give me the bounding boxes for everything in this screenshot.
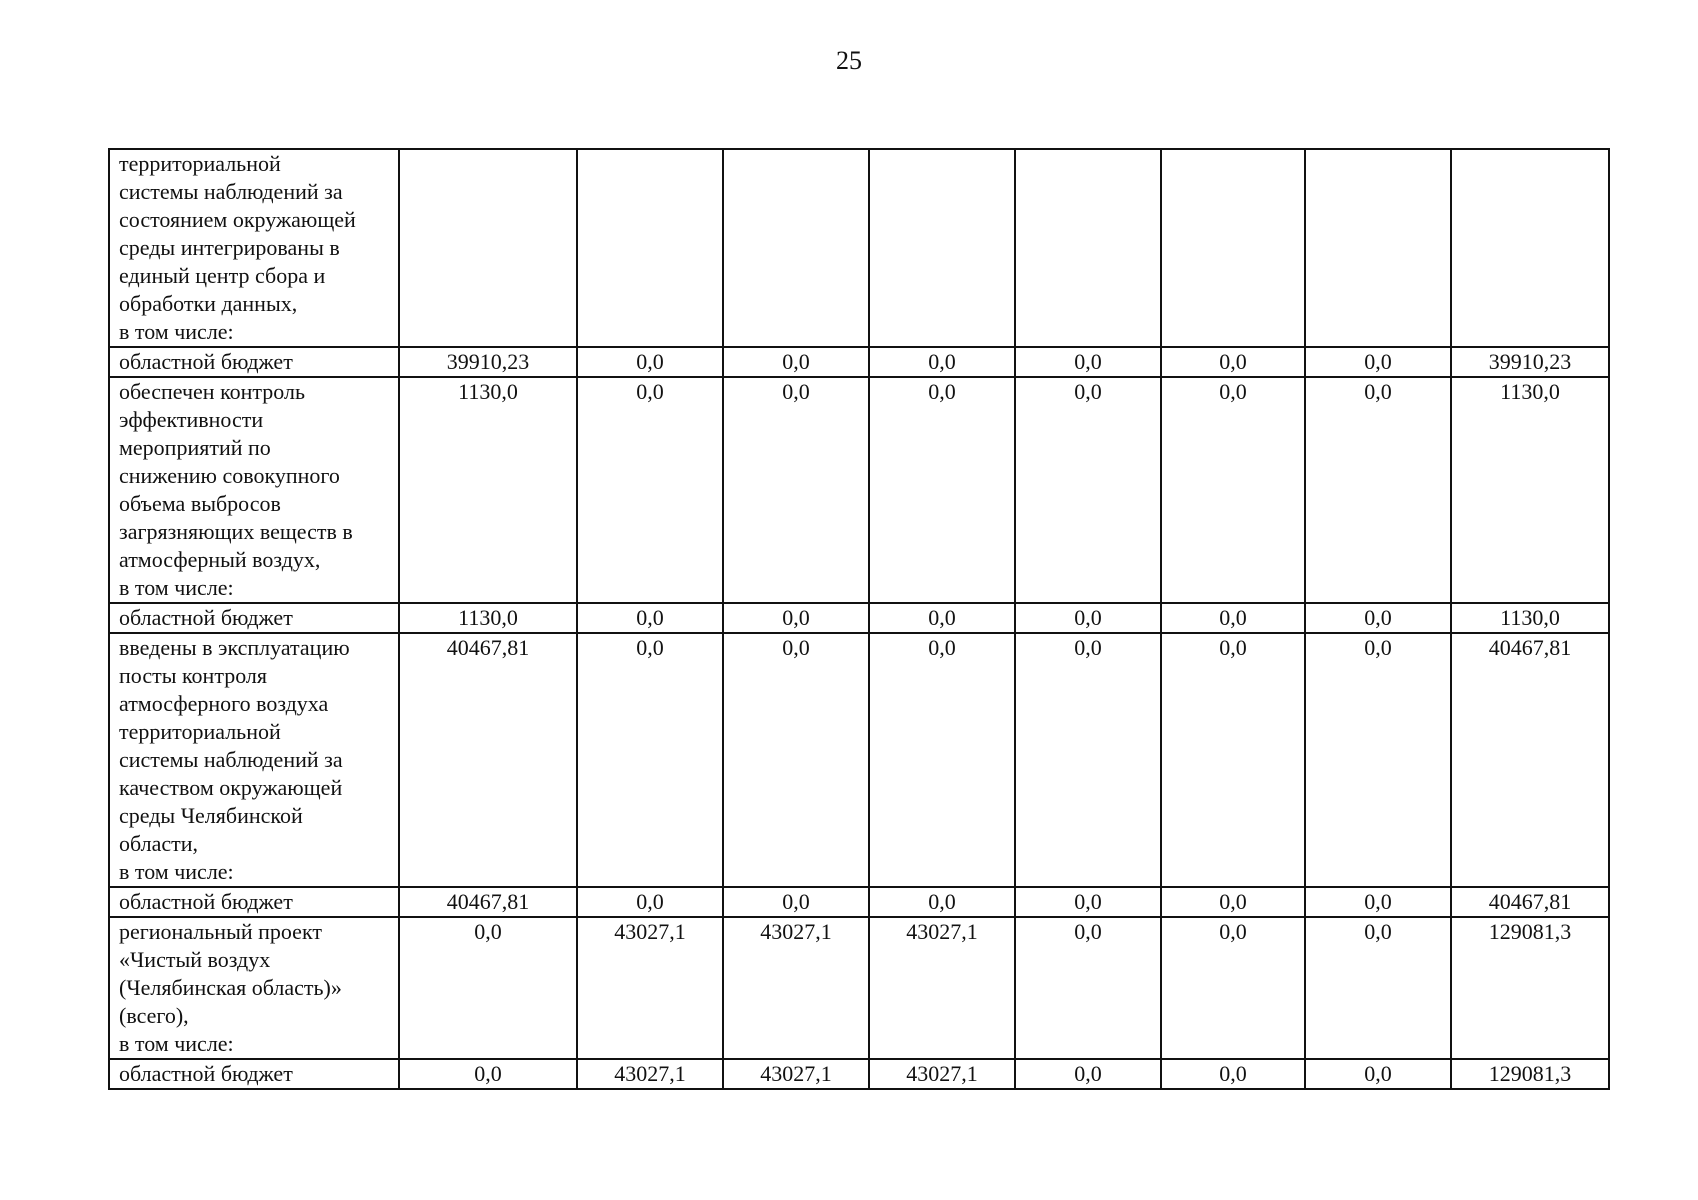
- cell-value: [869, 149, 1015, 347]
- cell-value: 0,0: [1161, 887, 1305, 917]
- cell-total: 39910,23: [1451, 347, 1609, 377]
- cell-value: 0,0: [723, 377, 869, 603]
- row-label: введены в эксплуатацию посты контроля атмосферного воздуха территориальной системы наблюдений за качеством окружающей среды Челябинской области, в том числе:: [109, 633, 399, 887]
- cell-value: 0,0: [1015, 887, 1161, 917]
- cell-value: 0,0: [1161, 917, 1305, 1059]
- cell-value: [577, 149, 723, 347]
- page-number: 25: [836, 46, 862, 75]
- table-row: [109, 887, 1609, 917]
- cell-value: 0,0: [723, 603, 869, 633]
- cell-value: 0,0: [869, 377, 1015, 603]
- cell-value: 0,0: [399, 1059, 577, 1089]
- cell-value: 0,0: [1305, 347, 1451, 377]
- cell-value: 0,0: [1305, 377, 1451, 603]
- cell-value: 40467,81: [399, 887, 577, 917]
- cell-value: 1130,0: [399, 377, 577, 603]
- cell-total: 40467,81: [1451, 633, 1609, 887]
- table-row: [109, 633, 1609, 887]
- table-row: [109, 149, 1609, 347]
- cell-value: 0,0: [1015, 603, 1161, 633]
- cell-value: 43027,1: [723, 1059, 869, 1089]
- budget-table: [108, 148, 1610, 1090]
- cell-value: 0,0: [1161, 347, 1305, 377]
- cell-value: [1161, 149, 1305, 347]
- cell-value: 0,0: [723, 633, 869, 887]
- cell-value: 43027,1: [577, 1059, 723, 1089]
- table-row: [109, 347, 1609, 377]
- cell-value: [1305, 149, 1451, 347]
- cell-value: [1015, 149, 1161, 347]
- cell-total: 129081,3: [1451, 917, 1609, 1059]
- cell-total: 1130,0: [1451, 603, 1609, 633]
- cell-value: 0,0: [869, 887, 1015, 917]
- cell-value: [723, 149, 869, 347]
- cell-value: 0,0: [1015, 377, 1161, 603]
- cell-total: [1451, 149, 1609, 347]
- cell-value: 0,0: [723, 887, 869, 917]
- cell-total: 1130,0: [1451, 377, 1609, 603]
- cell-value: 0,0: [1161, 603, 1305, 633]
- cell-value: 0,0: [577, 377, 723, 603]
- table-row: [109, 377, 1609, 603]
- cell-value: 43027,1: [869, 1059, 1015, 1089]
- cell-value: 39910,23: [399, 347, 577, 377]
- row-label: областной бюджет: [109, 887, 399, 917]
- cell-value: 0,0: [577, 887, 723, 917]
- cell-value: 0,0: [1305, 603, 1451, 633]
- table-row: [109, 603, 1609, 633]
- table-row: [109, 1059, 1609, 1089]
- row-label: областной бюджет: [109, 603, 399, 633]
- cell-value: [399, 149, 577, 347]
- cell-value: 0,0: [869, 633, 1015, 887]
- cell-value: 0,0: [1015, 917, 1161, 1059]
- cell-value: 0,0: [869, 347, 1015, 377]
- cell-value: 0,0: [577, 347, 723, 377]
- cell-value: 0,0: [577, 633, 723, 887]
- cell-value: 0,0: [1161, 1059, 1305, 1089]
- cell-value: 0,0: [1305, 917, 1451, 1059]
- cell-value: 40467,81: [399, 633, 577, 887]
- cell-value: 0,0: [1305, 1059, 1451, 1089]
- cell-value: 1130,0: [399, 603, 577, 633]
- row-label: областной бюджет: [109, 1059, 399, 1089]
- cell-value: 0,0: [1305, 633, 1451, 887]
- cell-value: 43027,1: [869, 917, 1015, 1059]
- cell-value: 0,0: [1305, 887, 1451, 917]
- cell-value: 0,0: [1015, 633, 1161, 887]
- row-label: обеспечен контроль эффективности мероприятий по снижению совокупного объема выбросов загрязняющих веществ в атмосферный воздух, в том числе:: [109, 377, 399, 603]
- cell-value: 0,0: [1015, 347, 1161, 377]
- cell-value: 0,0: [1015, 1059, 1161, 1089]
- cell-value: 43027,1: [577, 917, 723, 1059]
- cell-value: 0,0: [399, 917, 577, 1059]
- cell-value: 0,0: [869, 603, 1015, 633]
- cell-value: 0,0: [1161, 377, 1305, 603]
- row-label: территориальной системы наблюдений за состоянием окружающей среды интегрированы в единый центр сбора и обработки данных, в том числе:: [109, 149, 399, 347]
- cell-value: 0,0: [577, 603, 723, 633]
- row-label: региональный проект «Чистый воздух (Челябинская область)» (всего), в том числе:: [109, 917, 399, 1059]
- cell-total: 129081,3: [1451, 1059, 1609, 1089]
- cell-value: 0,0: [723, 347, 869, 377]
- row-label: областной бюджет: [109, 347, 399, 377]
- cell-value: 0,0: [1161, 633, 1305, 887]
- cell-total: 40467,81: [1451, 887, 1609, 917]
- table-row: [109, 917, 1609, 1059]
- cell-value: 43027,1: [723, 917, 869, 1059]
